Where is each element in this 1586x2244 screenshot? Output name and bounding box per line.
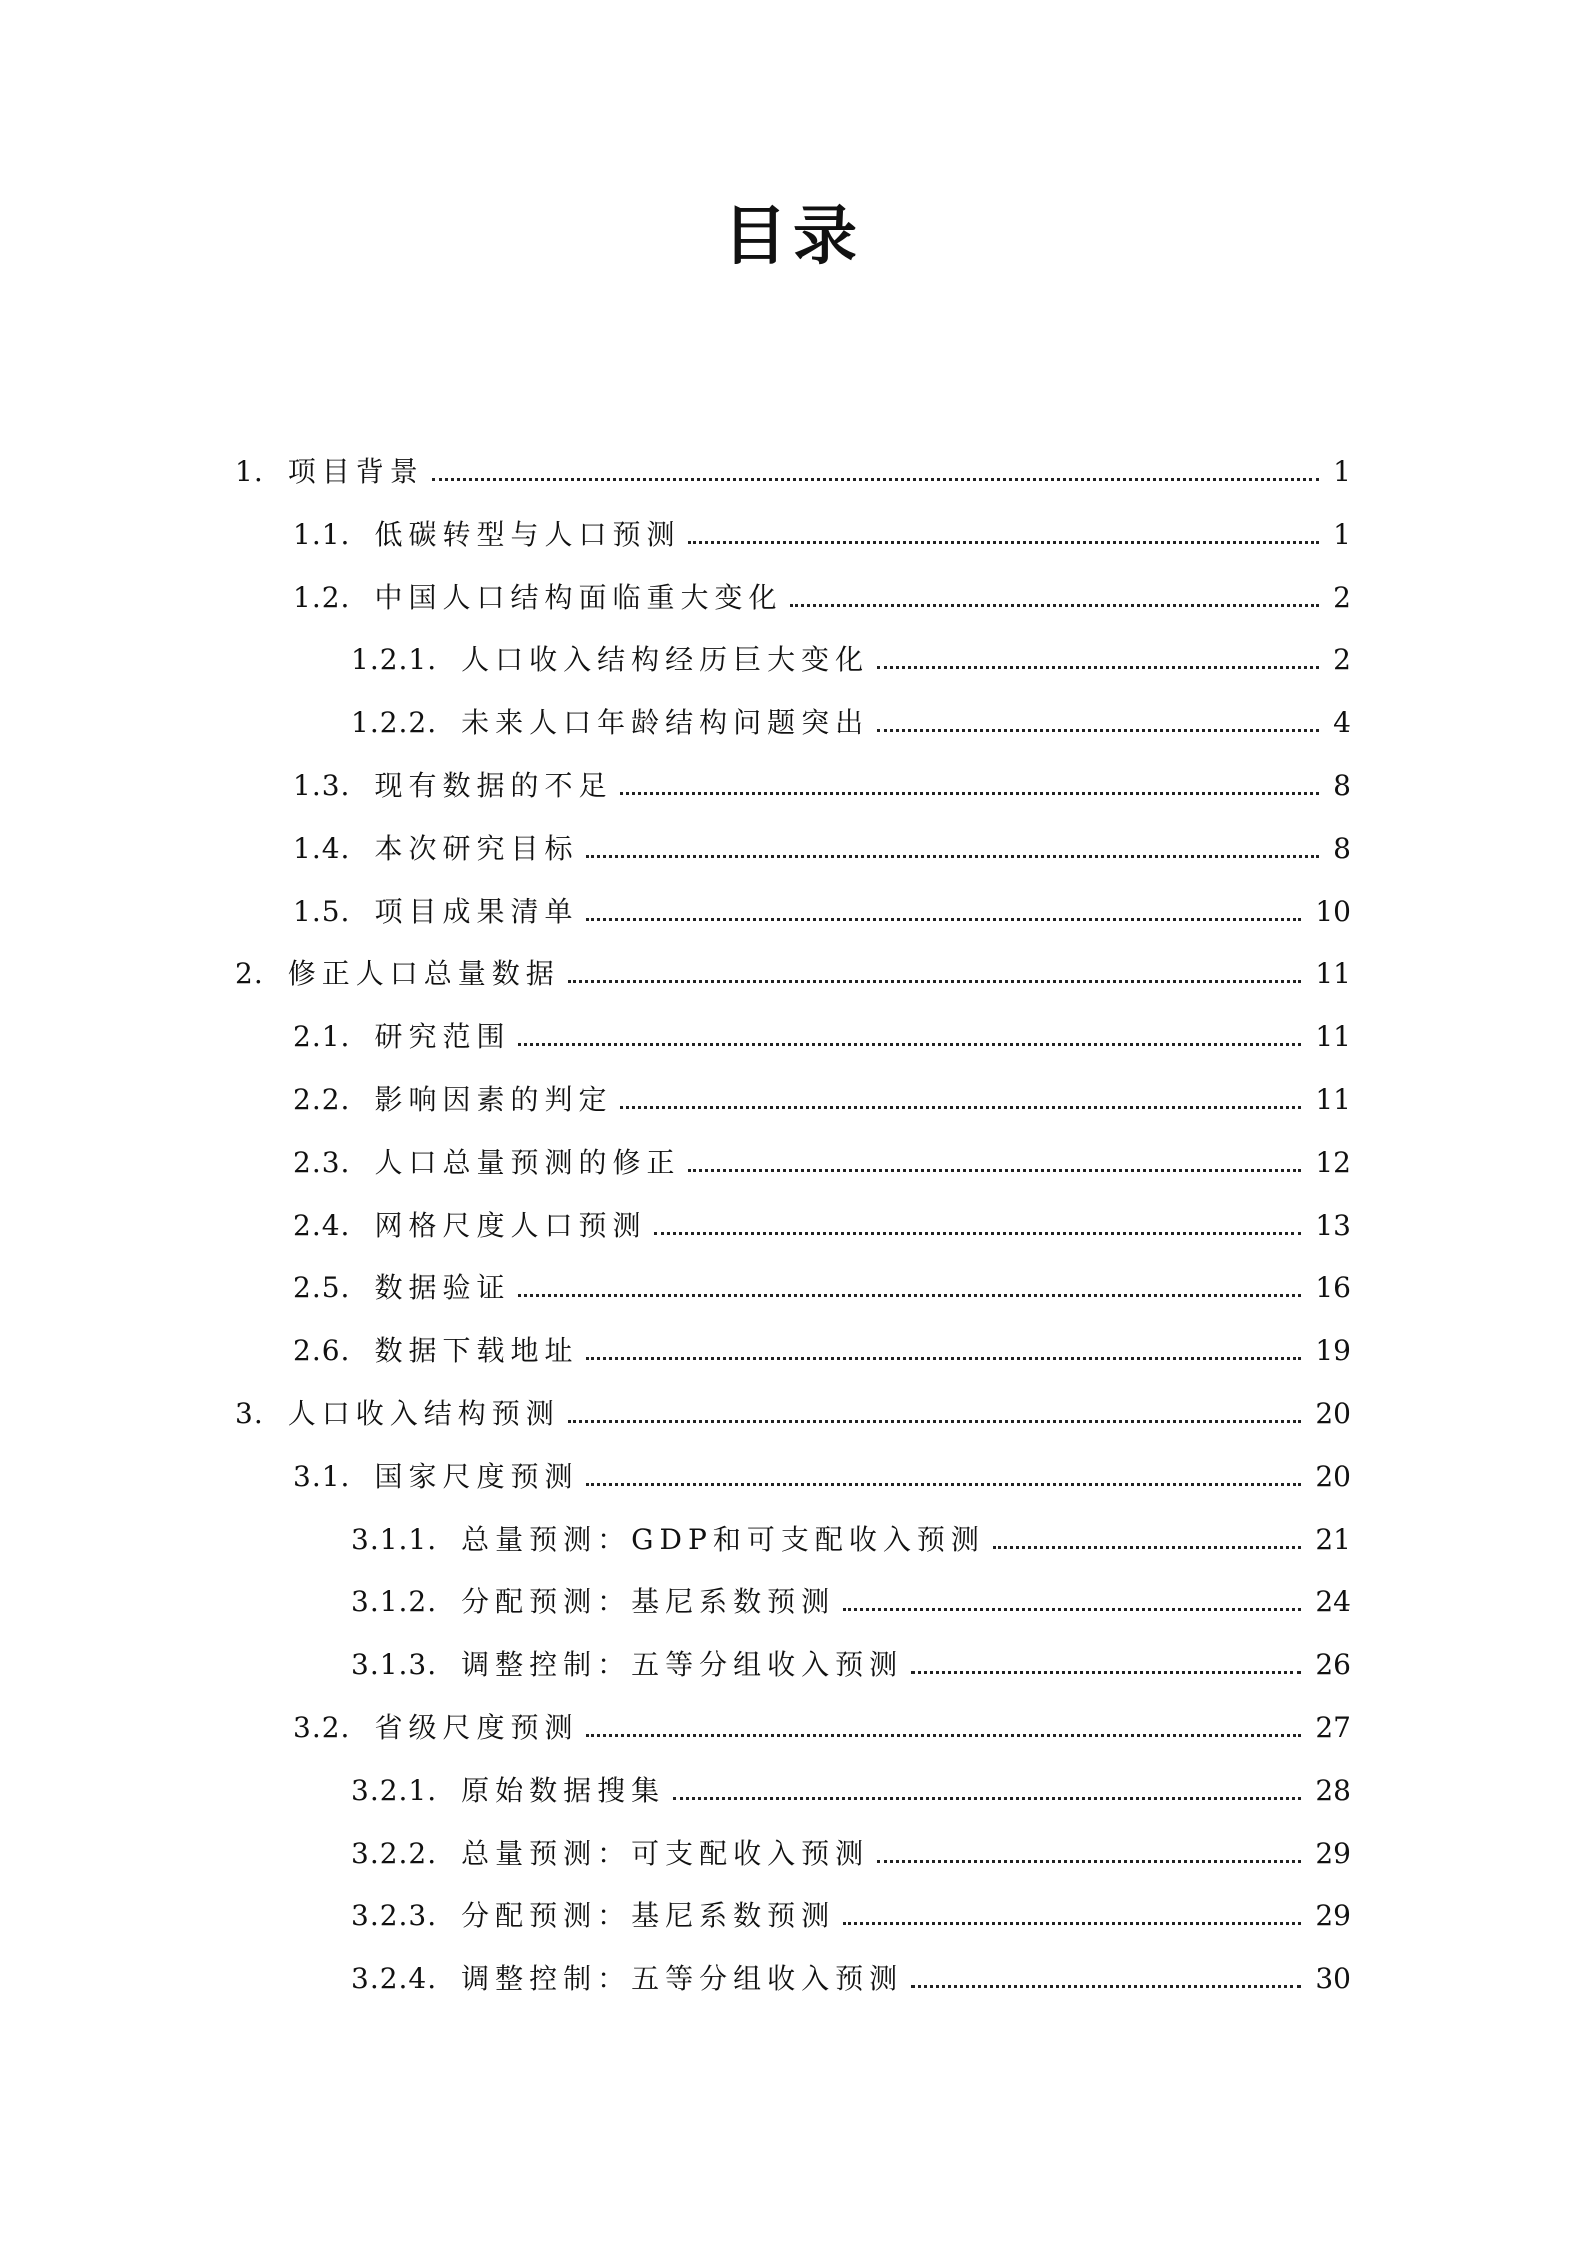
toc-entry-number: 1.	[235, 455, 264, 488]
toc-entry-number: 2.1.	[293, 1020, 351, 1054]
toc-entry[interactable]	[351, 1639, 1351, 1682]
toc-dot-leader	[586, 1734, 1301, 1737]
toc-dot-leader	[518, 1294, 1301, 1297]
toc-entry[interactable]	[235, 1388, 1351, 1428]
toc-dot-leader	[843, 1922, 1301, 1925]
toc-dot-leader	[688, 1169, 1301, 1172]
toc-entry-page-number: 10	[1315, 894, 1351, 928]
toc-entry-number: 2.	[235, 957, 264, 991]
toc-entry-title: 分配预测：基尼系数预测	[461, 1899, 836, 1933]
toc-entry-page-number: 26	[1315, 1648, 1351, 1682]
toc-dot-leader	[790, 604, 1319, 607]
toc-entry-page-number: 21	[1315, 1522, 1351, 1556]
toc-entry[interactable]	[351, 1765, 1351, 1805]
toc-entry-title: 未来人口年龄结构问题突出	[461, 706, 870, 740]
toc-entry-number: 2.5.	[293, 1271, 351, 1305]
toc-entry-page-number: 30	[1315, 1962, 1351, 1996]
toc-entry-page-number: 4	[1333, 706, 1351, 740]
toc-entry[interactable]	[293, 1262, 1351, 1305]
toc-dot-leader	[673, 1797, 1301, 1800]
toc-entry-title: 国家尺度预测	[374, 1459, 579, 1493]
toc-entry-title: 分配预测：基尼系数预测	[461, 1585, 836, 1619]
toc-entry-number: 1.1.	[293, 517, 351, 551]
toc-entry-page-number: 19	[1315, 1334, 1351, 1368]
toc-dot-leader	[568, 1420, 1302, 1423]
toc-entry-page-number: 20	[1315, 1459, 1351, 1493]
toc-entry-number: 3.2.	[293, 1711, 351, 1744]
toc-entry[interactable]	[293, 509, 1351, 549]
toc-entry-page-number: 2	[1333, 580, 1351, 614]
toc-dot-leader	[586, 1483, 1301, 1486]
toc-entry-page-number: 11	[1315, 1020, 1351, 1054]
toc-dot-leader	[432, 478, 1319, 481]
toc-entry-number: 3.2.4.	[351, 1962, 438, 1996]
toc-entry[interactable]	[351, 1576, 1351, 1619]
toc-entry-number: 2.3.	[293, 1145, 351, 1179]
toc-entry[interactable]	[293, 1200, 1351, 1240]
toc-entry-number: 3.1.1.	[351, 1522, 438, 1556]
toc-entry-page-number: 29	[1315, 1836, 1351, 1870]
toc-entry-number: 2.2.	[293, 1083, 351, 1116]
page-title: 目录	[723, 200, 863, 274]
toc-entry-title: 省级尺度预测	[374, 1711, 579, 1744]
toc-entry-number: 2.6.	[293, 1334, 351, 1368]
toc-entry-number: 3.1.	[293, 1459, 351, 1493]
toc-entry-title: 人口收入结构预测	[287, 1397, 560, 1430]
toc-dot-leader	[586, 918, 1301, 921]
toc-dot-leader	[911, 1671, 1301, 1674]
toc-entry-title: 数据下载地址	[374, 1334, 579, 1368]
toc-entry[interactable]	[293, 886, 1351, 926]
toc-entry-page-number: 2	[1333, 643, 1351, 677]
toc-dot-leader	[877, 666, 1319, 669]
toc-entry-title: 修正人口总量数据	[287, 957, 560, 991]
toc-entry-page-number: 16	[1315, 1271, 1351, 1305]
toc-entry-page-number: 11	[1315, 1083, 1351, 1116]
toc-dot-leader	[620, 1106, 1301, 1109]
toc-dot-leader	[911, 1985, 1301, 1988]
toc-entry-title: 低碳转型与人口预测	[374, 517, 681, 551]
toc-entry-title: 项目背景	[287, 455, 424, 488]
toc-entry-title: 项目成果清单	[374, 894, 579, 928]
toc-entry[interactable]	[293, 1702, 1351, 1742]
toc-entry[interactable]	[293, 760, 1351, 800]
toc-entry[interactable]	[235, 446, 1351, 486]
toc-dot-leader	[877, 729, 1319, 732]
toc-entry-number: 1.2.1.	[351, 643, 438, 677]
toc-entry-page-number: 13	[1315, 1208, 1351, 1242]
toc-entry-title: 人口总量预测的修正	[374, 1145, 681, 1179]
toc-dot-leader	[620, 792, 1319, 795]
toc-entry-title: 研究范围	[374, 1020, 511, 1054]
toc-dot-leader	[568, 980, 1302, 983]
toc-entry[interactable]	[351, 1953, 1351, 1996]
toc-entry[interactable]	[293, 572, 1351, 612]
toc-entry-number: 1.5.	[293, 894, 351, 928]
toc-entry-number: 3.2.1.	[351, 1773, 438, 1807]
toc-entry-number: 3.2.2.	[351, 1836, 438, 1870]
toc-entry[interactable]	[293, 1325, 1351, 1368]
toc-entry-title: 人口收入结构经历巨大变化	[461, 643, 870, 677]
toc-entry-title: 网格尺度人口预测	[374, 1208, 647, 1242]
toc-entry[interactable]	[351, 634, 1351, 677]
toc-entry[interactable]	[293, 823, 1351, 863]
toc-entry-title: 本次研究目标	[374, 831, 579, 865]
toc-entry[interactable]	[351, 1514, 1351, 1554]
toc-entry-page-number: 1	[1333, 455, 1351, 488]
toc-dot-leader	[843, 1608, 1301, 1611]
toc-entry-title: 数据验证	[374, 1271, 511, 1305]
toc-entry[interactable]	[293, 1011, 1351, 1054]
toc-dot-leader	[993, 1546, 1302, 1549]
toc-entry-number: 3.2.3.	[351, 1899, 438, 1933]
toc-entry-page-number: 12	[1315, 1145, 1351, 1179]
toc-entry-number: 1.3.	[293, 769, 351, 802]
toc-dot-leader	[586, 855, 1319, 858]
toc-entry[interactable]	[351, 1890, 1351, 1933]
toc-entry-page-number: 8	[1333, 769, 1351, 802]
toc-dot-leader	[586, 1357, 1301, 1360]
toc-entry-number: 3.1.3.	[351, 1648, 438, 1682]
toc-entry-number: 3.	[235, 1397, 264, 1430]
toc-dot-leader	[688, 541, 1319, 544]
toc-entry-page-number: 24	[1315, 1585, 1351, 1619]
toc-entry-title: 影响因素的判定	[374, 1083, 613, 1116]
toc-entry-title: 调整控制：五等分组收入预测	[461, 1962, 904, 1996]
toc-entry-title: 原始数据搜集	[461, 1773, 666, 1807]
toc-entry-title: 总量预测：GDP和可支配收入预测	[461, 1522, 985, 1556]
toc-dot-leader	[654, 1232, 1301, 1235]
toc-entry[interactable]	[351, 1828, 1351, 1868]
toc-dot-leader	[877, 1860, 1301, 1863]
toc-entry[interactable]	[293, 1137, 1351, 1177]
toc-entry-page-number: 29	[1315, 1899, 1351, 1933]
toc-entry-title: 总量预测：可支配收入预测	[461, 1836, 870, 1870]
toc-entry-page-number: 8	[1333, 831, 1351, 865]
toc-entry-title: 调整控制：五等分组收入预测	[461, 1648, 904, 1682]
toc-entry-page-number: 20	[1315, 1397, 1351, 1430]
toc-dot-leader	[518, 1043, 1301, 1046]
toc-entry-number: 1.2.2.	[351, 706, 438, 740]
toc-entry-page-number: 27	[1315, 1711, 1351, 1744]
toc-entry-page-number: 1	[1333, 517, 1351, 551]
toc-entry-page-number: 11	[1315, 957, 1351, 991]
toc-entry[interactable]	[293, 1074, 1351, 1114]
toc-entry[interactable]	[351, 697, 1351, 740]
toc-entry-number: 1.2.	[293, 580, 351, 614]
toc-entry-title: 现有数据的不足	[374, 769, 613, 802]
toc-entry-number: 3.1.2.	[351, 1585, 438, 1619]
toc-entry-number: 2.4.	[293, 1208, 351, 1242]
toc-entry-page-number: 28	[1315, 1773, 1351, 1807]
toc-entry-title: 中国人口结构面临重大变化	[374, 580, 783, 614]
toc-entry-number: 1.4.	[293, 831, 351, 865]
toc-entry[interactable]	[293, 1451, 1351, 1491]
toc-entry[interactable]	[235, 948, 1351, 991]
